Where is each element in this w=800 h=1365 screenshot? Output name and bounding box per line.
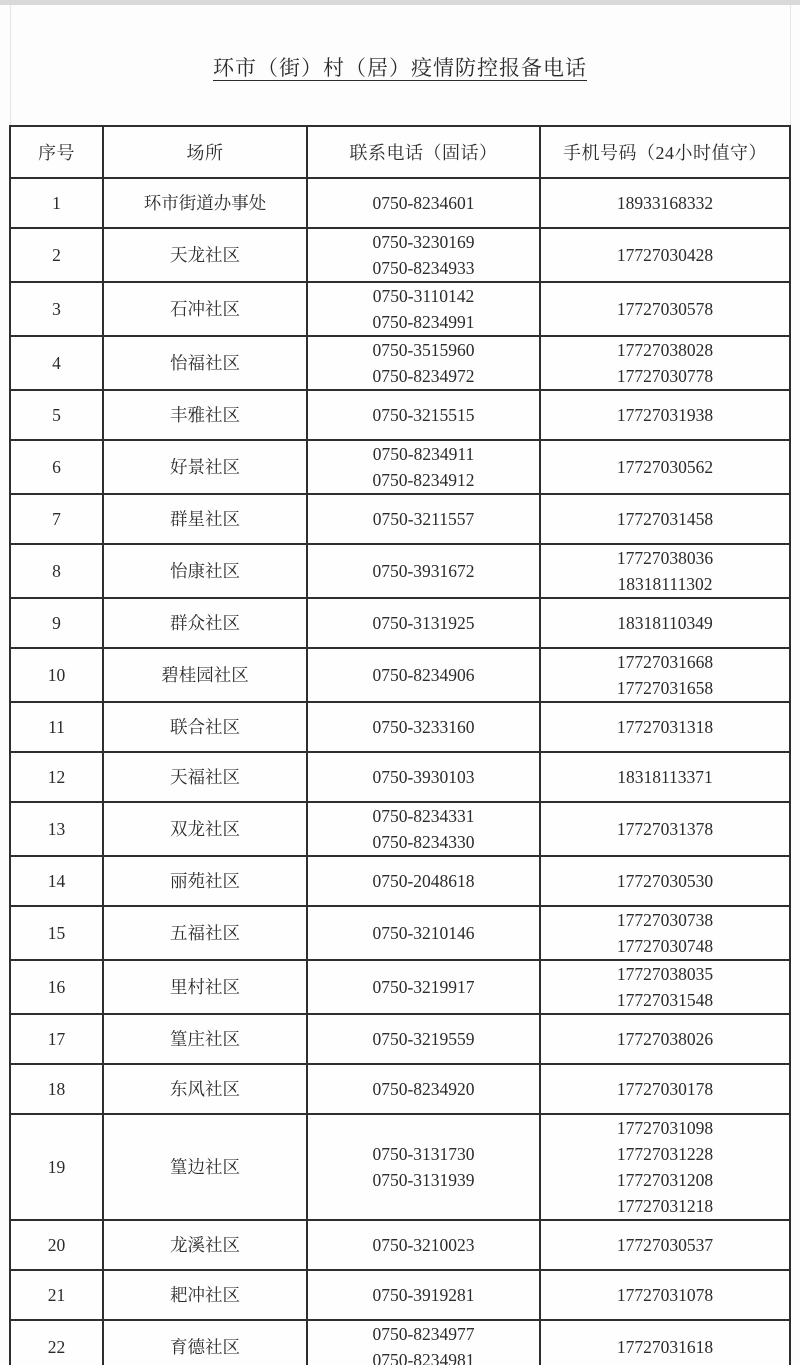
landline-cell bbox=[307, 1220, 540, 1270]
place-name: 篁庄社区 bbox=[170, 1029, 240, 1049]
table-row bbox=[10, 1270, 790, 1320]
serial-number-cell bbox=[10, 856, 103, 906]
serial-number: 17 bbox=[47, 1029, 66, 1049]
landline-number: 0750-8234911 bbox=[372, 444, 475, 464]
serial-number: 13 bbox=[47, 819, 66, 839]
landline-number: 0750-3515960 bbox=[372, 340, 475, 360]
landline-number: 0750-8234977 bbox=[372, 1324, 475, 1344]
table-row bbox=[10, 178, 790, 228]
table-row bbox=[10, 906, 790, 960]
landline-number: 0750-8234991 bbox=[372, 312, 475, 332]
mobile-cell bbox=[540, 752, 790, 802]
header-row bbox=[10, 126, 790, 178]
mobile-number: 17727030738 bbox=[616, 910, 714, 930]
serial-number: 1 bbox=[52, 193, 61, 213]
table-row bbox=[10, 440, 790, 494]
place-name: 东风社区 bbox=[170, 1079, 240, 1099]
place-name: 碧桂园社区 bbox=[161, 665, 249, 685]
mobile-cell bbox=[540, 1220, 790, 1270]
table-row bbox=[10, 702, 790, 752]
place-cell bbox=[103, 1320, 307, 1365]
serial-number-cell bbox=[10, 440, 103, 494]
serial-number: 12 bbox=[47, 767, 66, 787]
mobile-cell bbox=[540, 960, 790, 1014]
place-cell bbox=[103, 1114, 307, 1220]
place-name: 双龙社区 bbox=[170, 819, 240, 839]
landline-number: 0750-8234906 bbox=[372, 665, 475, 685]
landline-number: 0750-3230169 bbox=[372, 232, 475, 252]
place-name: 天龙社区 bbox=[170, 245, 240, 265]
place-cell bbox=[103, 752, 307, 802]
landline-cell bbox=[307, 702, 540, 752]
place-cell bbox=[103, 1270, 307, 1320]
table-row bbox=[10, 752, 790, 802]
mobile-number: 17727031548 bbox=[616, 990, 714, 1010]
serial-number-cell bbox=[10, 1114, 103, 1220]
landline-cell bbox=[307, 1320, 540, 1365]
page-title: 环市（街）村（居）疫情防控报备电话 bbox=[213, 56, 587, 80]
landline-cell bbox=[307, 906, 540, 960]
place-name: 丽苑社区 bbox=[170, 871, 240, 891]
place-cell bbox=[103, 648, 307, 702]
place-name: 篁边社区 bbox=[170, 1157, 240, 1177]
mobile-number: 17727031668 bbox=[616, 652, 714, 672]
landline-number: 0750-3131730 bbox=[372, 1144, 475, 1164]
mobile-number: 17727030562 bbox=[616, 457, 714, 477]
mobile-cell bbox=[540, 1014, 790, 1064]
serial-number: 14 bbox=[47, 871, 66, 891]
header-place: 场所 bbox=[103, 126, 307, 178]
landline-cell bbox=[307, 544, 540, 598]
place-name: 里村社区 bbox=[170, 977, 240, 997]
landline-number: 0750-8234330 bbox=[372, 832, 475, 852]
mobile-cell bbox=[540, 336, 790, 390]
serial-number: 5 bbox=[52, 405, 61, 425]
place-cell bbox=[103, 856, 307, 906]
landline-number: 0750-2048618 bbox=[372, 871, 475, 891]
mobile-number: 17727038028 bbox=[616, 340, 714, 360]
landline-cell bbox=[307, 802, 540, 856]
mobile-cell bbox=[540, 1320, 790, 1365]
mobile-cell bbox=[540, 1064, 790, 1114]
landline-cell bbox=[307, 228, 540, 282]
table-row bbox=[10, 1320, 790, 1365]
mobile-cell bbox=[540, 282, 790, 336]
landline-cell bbox=[307, 856, 540, 906]
landline-cell bbox=[307, 752, 540, 802]
table-row bbox=[10, 856, 790, 906]
place-cell bbox=[103, 1064, 307, 1114]
place-cell bbox=[103, 702, 307, 752]
mobile-cell bbox=[540, 1270, 790, 1320]
table-row bbox=[10, 1114, 790, 1220]
serial-number-cell bbox=[10, 1270, 103, 1320]
landline-number: 0750-8234972 bbox=[372, 366, 475, 386]
serial-number-cell bbox=[10, 336, 103, 390]
table-row bbox=[10, 282, 790, 336]
landline-cell bbox=[307, 1114, 540, 1220]
serial-number-cell bbox=[10, 752, 103, 802]
table-body bbox=[10, 178, 790, 1365]
place-cell bbox=[103, 336, 307, 390]
landline-number: 0750-3210146 bbox=[372, 923, 475, 943]
serial-number-cell bbox=[10, 598, 103, 648]
landline-number: 0750-3210023 bbox=[372, 1235, 475, 1255]
table-row bbox=[10, 1220, 790, 1270]
landline-number: 0750-3930103 bbox=[372, 767, 475, 787]
landline-number: 0750-8234601 bbox=[372, 193, 475, 213]
serial-number-cell bbox=[10, 802, 103, 856]
mobile-cell bbox=[540, 440, 790, 494]
mobile-number: 17727030578 bbox=[616, 299, 714, 319]
mobile-number: 17727031938 bbox=[616, 405, 714, 425]
serial-number: 22 bbox=[47, 1337, 66, 1357]
mobile-cell bbox=[540, 228, 790, 282]
mobile-number: 17727031208 bbox=[616, 1170, 714, 1190]
serial-number-cell bbox=[10, 228, 103, 282]
landline-number: 0750-3215515 bbox=[372, 405, 475, 425]
mobile-number: 17727038036 bbox=[616, 548, 714, 568]
serial-number-cell bbox=[10, 390, 103, 440]
mobile-number: 18318110349 bbox=[617, 613, 713, 633]
contact-table bbox=[9, 125, 791, 1365]
place-name: 好景社区 bbox=[170, 457, 240, 477]
serial-number: 11 bbox=[48, 717, 65, 737]
table-row bbox=[10, 1014, 790, 1064]
landline-cell bbox=[307, 960, 540, 1014]
serial-number: 15 bbox=[47, 923, 66, 943]
serial-number-cell bbox=[10, 648, 103, 702]
serial-number: 21 bbox=[47, 1285, 66, 1305]
mobile-number: 17727030530 bbox=[616, 871, 714, 891]
place-cell bbox=[103, 178, 307, 228]
mobile-cell bbox=[540, 906, 790, 960]
landline-cell bbox=[307, 1064, 540, 1114]
mobile-cell bbox=[540, 648, 790, 702]
serial-number: 2 bbox=[52, 245, 61, 265]
place-cell bbox=[103, 1014, 307, 1064]
header-serial-number: 序号 bbox=[10, 126, 103, 178]
mobile-cell bbox=[540, 544, 790, 598]
landline-number: 0750-3211557 bbox=[372, 509, 475, 529]
place-name: 怡康社区 bbox=[170, 561, 240, 581]
landline-cell bbox=[307, 178, 540, 228]
mobile-number: 17727030748 bbox=[616, 936, 714, 956]
mobile-number: 17727030778 bbox=[616, 366, 714, 386]
table-row bbox=[10, 228, 790, 282]
place-name: 耙冲社区 bbox=[170, 1285, 240, 1305]
serial-number-cell bbox=[10, 960, 103, 1014]
serial-number-cell bbox=[10, 494, 103, 544]
table-row bbox=[10, 544, 790, 598]
serial-number-cell bbox=[10, 1014, 103, 1064]
place-cell bbox=[103, 906, 307, 960]
mobile-number: 18318111302 bbox=[617, 574, 713, 594]
landline-cell bbox=[307, 336, 540, 390]
serial-number: 7 bbox=[52, 509, 61, 529]
mobile-number: 18318113371 bbox=[617, 767, 713, 787]
serial-number-cell bbox=[10, 906, 103, 960]
landline-number: 0750-3219559 bbox=[372, 1029, 475, 1049]
serial-number-cell bbox=[10, 702, 103, 752]
serial-number: 3 bbox=[52, 299, 61, 319]
serial-number: 19 bbox=[47, 1157, 66, 1177]
mobile-number: 17727031318 bbox=[616, 717, 714, 737]
landline-cell bbox=[307, 440, 540, 494]
landline-number: 0750-8234981 bbox=[372, 1350, 475, 1365]
place-cell bbox=[103, 544, 307, 598]
landline-number: 0750-8234331 bbox=[372, 806, 475, 826]
landline-number: 0750-8234920 bbox=[372, 1079, 475, 1099]
header-landline: 联系电话（固话） bbox=[307, 126, 540, 178]
place-name: 五福社区 bbox=[170, 923, 240, 943]
mobile-cell bbox=[540, 802, 790, 856]
table-row bbox=[10, 1064, 790, 1114]
serial-number-cell bbox=[10, 1064, 103, 1114]
mobile-cell bbox=[540, 702, 790, 752]
landline-cell bbox=[307, 1270, 540, 1320]
serial-number: 8 bbox=[52, 561, 61, 581]
place-cell bbox=[103, 440, 307, 494]
mobile-number: 17727030428 bbox=[616, 245, 714, 265]
landline-number: 0750-8234933 bbox=[372, 258, 475, 278]
table-row bbox=[10, 336, 790, 390]
table-row bbox=[10, 494, 790, 544]
landline-number: 0750-3931672 bbox=[372, 561, 475, 581]
landline-number: 0750-3233160 bbox=[372, 717, 475, 737]
serial-number: 4 bbox=[52, 353, 61, 373]
place-cell bbox=[103, 1220, 307, 1270]
landline-cell bbox=[307, 390, 540, 440]
landline-number: 0750-3110142 bbox=[372, 286, 475, 306]
table-row bbox=[10, 390, 790, 440]
serial-number-cell bbox=[10, 178, 103, 228]
place-cell bbox=[103, 802, 307, 856]
mobile-number: 17727031078 bbox=[616, 1285, 714, 1305]
place-cell bbox=[103, 598, 307, 648]
landline-number: 0750-3131939 bbox=[372, 1170, 475, 1190]
place-name: 群众社区 bbox=[170, 613, 240, 633]
serial-number: 18 bbox=[47, 1079, 66, 1099]
landline-cell bbox=[307, 598, 540, 648]
mobile-cell bbox=[540, 178, 790, 228]
place-cell bbox=[103, 390, 307, 440]
landline-cell bbox=[307, 648, 540, 702]
mobile-cell bbox=[540, 1114, 790, 1220]
mobile-cell bbox=[540, 598, 790, 648]
place-name: 丰雅社区 bbox=[170, 405, 240, 425]
place-name: 育德社区 bbox=[170, 1337, 240, 1357]
serial-number: 16 bbox=[47, 977, 66, 997]
landline-cell bbox=[307, 282, 540, 336]
serial-number: 6 bbox=[52, 457, 61, 477]
place-cell bbox=[103, 960, 307, 1014]
mobile-number: 17727031458 bbox=[616, 509, 714, 529]
mobile-number: 17727031098 bbox=[616, 1118, 714, 1138]
place-name: 联合社区 bbox=[170, 717, 240, 737]
landline-number: 0750-8234912 bbox=[372, 470, 475, 490]
table-row bbox=[10, 802, 790, 856]
mobile-cell bbox=[540, 390, 790, 440]
mobile-number: 17727031218 bbox=[616, 1196, 714, 1216]
landline-number: 0750-3219917 bbox=[372, 977, 475, 997]
place-name: 怡福社区 bbox=[170, 353, 240, 373]
serial-number: 10 bbox=[47, 665, 66, 685]
place-cell bbox=[103, 228, 307, 282]
mobile-number: 17727031228 bbox=[616, 1144, 714, 1164]
mobile-number: 17727038035 bbox=[616, 964, 714, 984]
mobile-number: 17727031658 bbox=[616, 678, 714, 698]
place-name: 环市街道办事处 bbox=[143, 193, 267, 213]
mobile-number: 17727038026 bbox=[616, 1029, 714, 1049]
place-cell bbox=[103, 282, 307, 336]
serial-number-cell bbox=[10, 1220, 103, 1270]
landline-cell bbox=[307, 494, 540, 544]
landline-number: 0750-3131925 bbox=[372, 613, 475, 633]
table-row bbox=[10, 598, 790, 648]
place-name: 群星社区 bbox=[170, 509, 240, 529]
place-name: 石冲社区 bbox=[170, 299, 240, 319]
landline-cell bbox=[307, 1014, 540, 1064]
header-mobile: 手机号码（24小时值守） bbox=[540, 126, 790, 178]
serial-number: 9 bbox=[52, 613, 61, 633]
table-row bbox=[10, 648, 790, 702]
mobile-number: 18933168332 bbox=[616, 193, 714, 213]
mobile-number: 17727031618 bbox=[616, 1337, 714, 1357]
place-name: 天福社区 bbox=[170, 767, 240, 787]
serial-number: 20 bbox=[47, 1235, 66, 1255]
mobile-cell bbox=[540, 856, 790, 906]
serial-number-cell bbox=[10, 544, 103, 598]
landline-number: 0750-3919281 bbox=[372, 1285, 475, 1305]
serial-number-cell bbox=[10, 1320, 103, 1365]
title-block bbox=[0, 52, 800, 82]
table-row bbox=[10, 960, 790, 1014]
mobile-number: 17727030178 bbox=[616, 1079, 714, 1099]
place-name: 龙溪社区 bbox=[170, 1235, 240, 1255]
mobile-number: 17727031378 bbox=[616, 819, 714, 839]
mobile-cell bbox=[540, 494, 790, 544]
serial-number-cell bbox=[10, 282, 103, 336]
mobile-number: 17727030537 bbox=[616, 1235, 714, 1255]
place-cell bbox=[103, 494, 307, 544]
